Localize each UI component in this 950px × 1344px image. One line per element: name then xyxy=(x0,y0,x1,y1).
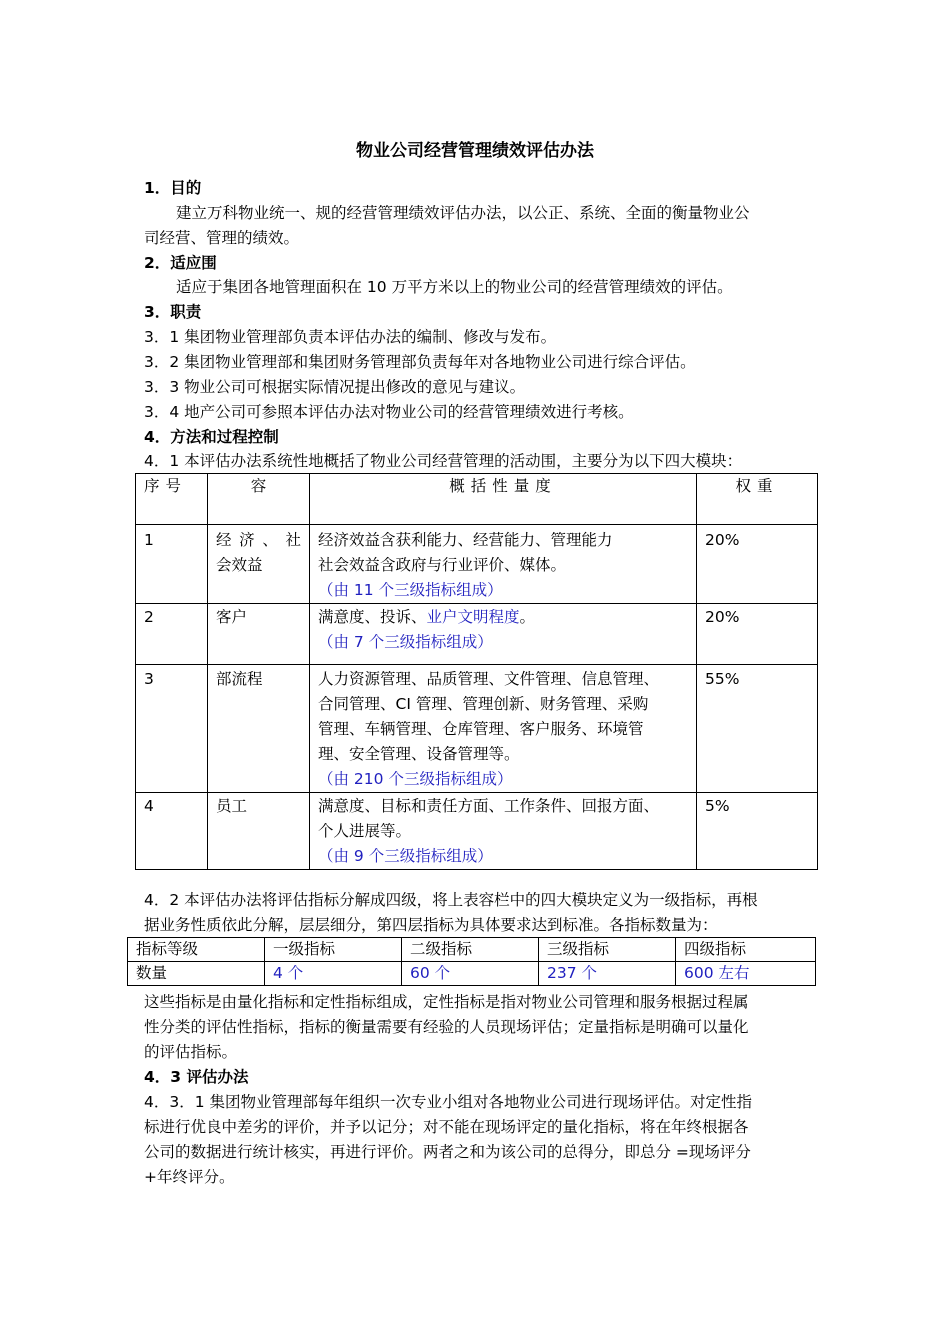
header-cell-number: 序号 xyxy=(144,477,188,495)
indicator-level-header: 四级指标 xyxy=(684,940,747,958)
paragraph-indicators-line-1: 这些指标是由量化指标和定性指标组成，定性指标是指对物业公司管理和服务根据过程属 xyxy=(144,993,749,1011)
module-table-header-row xyxy=(136,474,818,525)
row-module-name: 部流程 xyxy=(216,670,263,688)
table-row xyxy=(136,665,818,793)
paragraph-indicators-line-2: 性分类的评估性指标，指标的衡量需要有经验的人员现场评估；定量指标是明确可以量化 xyxy=(144,1018,749,1036)
indicator-level-header: 指标等级 xyxy=(136,940,199,958)
row-description: 合同管理、CI 管理、管理创新、财务管理、采购 xyxy=(318,695,649,713)
section-3-item: 3．3 物业公司可根据实际情况提出修改的意见与建议。 xyxy=(144,378,526,396)
paragraph-4-3-1-line-2: 标进行优良中差劣的评价，并予以记分；对不能在现场评定的量化指标，将在年终根据各 xyxy=(144,1118,749,1136)
section-3-item: 3．1 集团物业管理部负责本评估办法的编制、修改与发布。 xyxy=(144,328,557,346)
row-description-part: 满意度、投诉、 xyxy=(318,608,427,626)
section-2-paragraph: 适应于集团各地管理面积在 10 万平方米以上的物业公司的经营管理绩效的评估。 xyxy=(176,278,733,296)
row-description xyxy=(318,605,688,630)
row-description: 满意度、目标和责任方面、工作条件、回报方面、 xyxy=(318,797,660,815)
row-module-name: 员工 xyxy=(216,797,248,815)
table-row xyxy=(136,793,818,870)
indicator-count-table xyxy=(127,937,816,986)
indicator-count-value: 60 个 xyxy=(410,964,451,982)
row-module-name: 客户 xyxy=(216,608,248,626)
section-3-heading: 3．职责 xyxy=(144,303,202,321)
row-weight: 20% xyxy=(705,531,740,549)
paragraph-4-3-1-line-4: +年终评分。 xyxy=(144,1168,235,1186)
row-module-name: 经 济 、 社 xyxy=(216,531,301,549)
paragraph-4-3-1-line-1: 4．3．1 集团物业管理部每年组织一次专业小组对各地物业公司进行现场评估。对定性指 xyxy=(144,1093,753,1111)
header-cell-measure: 概括性量度 xyxy=(449,477,557,495)
section-4-3-heading: 4．3 评估办法 xyxy=(144,1068,249,1086)
indicator-count-value: 237 个 xyxy=(547,964,598,982)
document-title: 物业公司经营管理绩效评估办法 xyxy=(356,141,594,161)
paragraph-4-2-line-2: 据业务性质依此分解，层层细分，第四层指标为具体要求达到标准。各指标数量为： xyxy=(144,916,718,934)
indicator-level-header: 三级指标 xyxy=(547,940,610,958)
row-number: 2 xyxy=(144,608,154,626)
row-description: 个人进展等。 xyxy=(318,822,412,840)
section-1-heading: 1．目的 xyxy=(144,179,202,197)
section-3-item: 3．2 集团物业管理部和集团财务管理部负责每年对各地物业公司进行综合评估。 xyxy=(144,353,696,371)
paragraph-4-2-line-1: 4．2 本评估办法将评估指标分解成四级，将上表容栏中的四大模块定义为一级指标，再根 xyxy=(144,891,758,909)
indicator-count-value: 4 个 xyxy=(273,964,304,982)
row-weight: 55% xyxy=(705,670,740,688)
indicator-level-header: 一级指标 xyxy=(273,940,336,958)
section-1-paragraph-line-1: 建立万科物业统一、规的经营管理绩效评估办法，以公正、系统、全面的衡量物业公 xyxy=(176,204,750,222)
indicator-count-label: 数量 xyxy=(136,964,168,982)
paragraph-indicators-line-3: 的评估指标。 xyxy=(144,1043,238,1061)
section-3-item: 3．4 地产公司可参照本评估办法对物业公司的经营管理绩效进行考核。 xyxy=(144,403,634,421)
row-description: 社会效益含政府与行业评价、媒体。 xyxy=(318,556,567,574)
row-description: 经济效益含获利能力、经营能力、管理能力 xyxy=(318,531,613,549)
section-4-intro: 4．1 本评估办法系统性地概括了物业公司经营管理的活动围，主要分为以下四大模块： xyxy=(144,452,743,470)
module-table xyxy=(135,473,818,870)
indicator-count-value: 600 左右 xyxy=(684,964,750,982)
row-description: 人力资源管理、品质管理、文件管理、信息管理、 xyxy=(318,670,660,688)
paragraph-4-3-1-line-3: 公司的数据进行统计核实，再进行评价。两者之和为该公司的总得分，即总分 =现场评分 xyxy=(144,1143,751,1161)
header-cell-content: 容 xyxy=(250,477,267,495)
table-row xyxy=(136,525,818,604)
row-indicator-note: （由 7 个三级指标组成） xyxy=(318,633,493,651)
row-description: 管理、车辆管理、仓库管理、客户服务、环境管 xyxy=(318,720,644,738)
row-indicator-note: （由 9 个三级指标组成） xyxy=(318,847,493,865)
row-number: 4 xyxy=(144,797,154,815)
indicator-table-value-row xyxy=(128,962,816,986)
section-2-heading: 2．适应围 xyxy=(144,254,217,272)
row-module-name: 会效益 xyxy=(216,556,263,574)
row-indicator-note: （由 210 个三级指标组成） xyxy=(318,770,513,788)
row-number: 1 xyxy=(144,531,154,549)
indicator-table-header-row xyxy=(128,938,816,962)
row-weight: 20% xyxy=(705,608,740,626)
row-indicator-note: （由 11 个三级指标组成） xyxy=(318,581,503,599)
indicator-level-header: 二级指标 xyxy=(410,940,473,958)
row-weight: 5% xyxy=(705,797,730,815)
row-description-part: 。 xyxy=(519,608,536,626)
table-row xyxy=(136,604,818,665)
header-cell-weight: 权重 xyxy=(735,477,779,495)
row-description-highlight: 业户文明程度 xyxy=(426,608,520,626)
section-1-paragraph-line-2: 司经营、管理的绩效。 xyxy=(144,229,300,247)
section-4-heading: 4．方法和过程控制 xyxy=(144,428,279,446)
row-description: 理、安全管理、设备管理等。 xyxy=(318,745,520,763)
row-number: 3 xyxy=(144,670,154,688)
